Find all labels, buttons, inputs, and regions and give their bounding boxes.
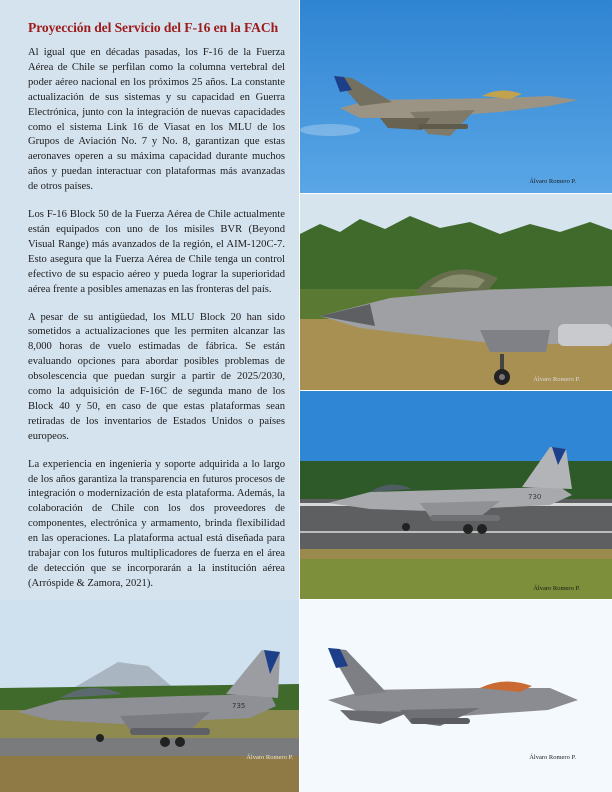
article-title: Proyección del Servicio del F-16 en la FACh bbox=[28, 20, 279, 35]
photo-credit-3: Álvaro Romero P. bbox=[533, 585, 580, 592]
paragraph-4: La experiencia en ingeniería y soporte adquirida a lo largo de los años garantiza la transparencia en futuros procesos de integración o modernización de esta plataforma. Además, la colaboración de Chile con los dos proveedores de componentes, electrónica y armamento, brinda flexibilidad en las operaciones. La plataforma actual está diseñada para trabajar con los futuros multiplicadores de fuerza en el área de detección que se incorporarán a la institución aérea (Arróspide & Zamora, 2021). bbox=[28, 458, 285, 589]
photo-f16-runway bbox=[300, 391, 612, 599]
paragraph-2: Los F-16 Block 50 de la Fuerza Aérea de Chile actualmente están equipados con uno de los misiles BVR (Beyond Visual Range) más avanzados de la región, el AIM-120C-7. Esto asegura que la Fuerza Aérea de Chile tenga un control efectivo de su espacio aéreo y pueda lograr la superioridad aérea frente a posibles amenazas en las fronteras del país. bbox=[28, 209, 285, 295]
photo-f16-in-flight bbox=[300, 0, 612, 193]
photo-credit-1: Álvaro Romero P. bbox=[529, 178, 576, 185]
photo-credit-2: Álvaro Romero P. bbox=[533, 376, 580, 383]
paragraph-3: A pesar de su antigüedad, los MLU Block 20 han sido sometidos a actualizaciones que les permiten alcanzar las 8,000 horas de vuelo estimadas de fábrica. Se están evaluando opciones para abordar posibles problemas de obsolescencia que puedan surgir a partir de 2025/2030, como la adquisición de F-16C de segunda mano de los Block 40 y 50, en caso de que estas plataformas sean retiradas de los inventarios de Estados Unidos o países europeos. bbox=[28, 311, 285, 442]
tail-number-735: 735 bbox=[232, 702, 246, 710]
photo-f16-taxi-mountain bbox=[0, 600, 299, 792]
tail-number-730: 730 bbox=[528, 493, 542, 501]
photo-f16-ground-closeup bbox=[300, 194, 612, 390]
article-panel bbox=[0, 0, 299, 600]
photo-credit-5: Álvaro Romero P. bbox=[529, 754, 576, 761]
paragraph-1: Al igual que en décadas pasadas, los F-16 de la Fuerza Aérea de Chile se perfilan como la columna vertebral del poder aéreo nacional en los próximos 25 años. La constante actualización de sus sistemas y su capacidad en Guerra Electrónica, junto con la integración de nuevas capacidades como el sistema Link 16 de Viasat en los MLU de los Grupos de Aviación No. 7 y No. 8, garantizan que estas aeronaves operen a su máxima capacidad durante muchos años y puedan interactuar con plataformas más avanzadas de otros países. bbox=[28, 47, 285, 193]
photo-credit-4: Álvaro Romero P. bbox=[246, 754, 293, 761]
photo-f16-flight-lightsky bbox=[300, 600, 612, 792]
